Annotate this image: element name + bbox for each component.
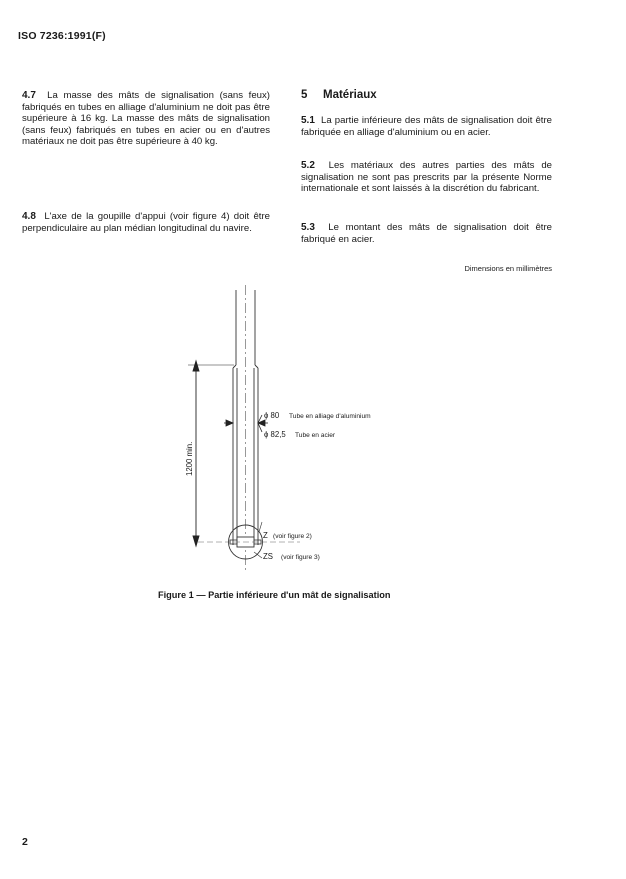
- caption-dash: —: [196, 590, 206, 600]
- label-detail-zs: ZS: [263, 552, 273, 561]
- label-detail-z: Z: [263, 531, 268, 540]
- clause-text: La partie inférieure des mâts de signalisation doit être fabriquée en alliage d'aluminium ou en acier.: [301, 115, 552, 138]
- clause-number: 5.1: [301, 115, 315, 126]
- page-number: 2: [22, 836, 28, 848]
- label-diameter-82: ϕ 82,5: [264, 430, 286, 439]
- label-diameter-80-desc: Tube en alliage d'aluminium: [289, 413, 371, 420]
- section-number: 5: [301, 89, 308, 101]
- label-length: 1200 min.: [185, 441, 194, 476]
- section-heading: Matériaux: [323, 89, 377, 101]
- figure-caption: [158, 590, 390, 600]
- length-dimension: [188, 361, 234, 546]
- clause-text: La masse des mâts de signalisation (sans feux) fabriqués en tubes en alliage d'aluminium ne doit pas être supérieure à 16 kg. La masse des mâts de signalisation (sans feux) fabriqués en tubes en acier ou en d'autres matériaux ne doit pas être supérieure à 40 kg.: [22, 90, 270, 148]
- label-detail-zs-ref: (voir figure 3): [281, 554, 320, 561]
- caption-prefix: Figure 1: [158, 590, 194, 600]
- document-header: ISO 7236:1991(F): [18, 30, 106, 42]
- label-diameter-80: ϕ 80: [264, 411, 280, 420]
- dimensions-note: Dimensions en millimètres: [464, 264, 552, 273]
- clause-number: 4.8: [22, 211, 36, 222]
- diameter-dimension: [224, 415, 268, 432]
- clause-number: 4.7: [22, 90, 36, 101]
- clause-text: Le montant des mâts de signalisation doit être fabriqué en acier.: [301, 222, 552, 245]
- label-diameter-82-desc: Tube en acier: [295, 432, 336, 439]
- z-leader: [259, 522, 262, 532]
- clause-number: 5.2: [301, 160, 315, 171]
- clause-number: 5.3: [301, 222, 315, 233]
- label-detail-z-ref: (voir figure 2): [273, 533, 312, 540]
- caption-text: Partie inférieure d'un mât de signalisation: [208, 590, 391, 600]
- clause-text: Les matériaux des autres parties des mâts de signalisation ne sont pas prescrits par la présente Norme internationale et sont laissés à la discrétion du fabricant.: [301, 160, 552, 195]
- clause-text: L'axe de la goupille d'appui (voir figure 4) doit être perpendiculaire au plan médian longitudinal du navire.: [22, 211, 270, 234]
